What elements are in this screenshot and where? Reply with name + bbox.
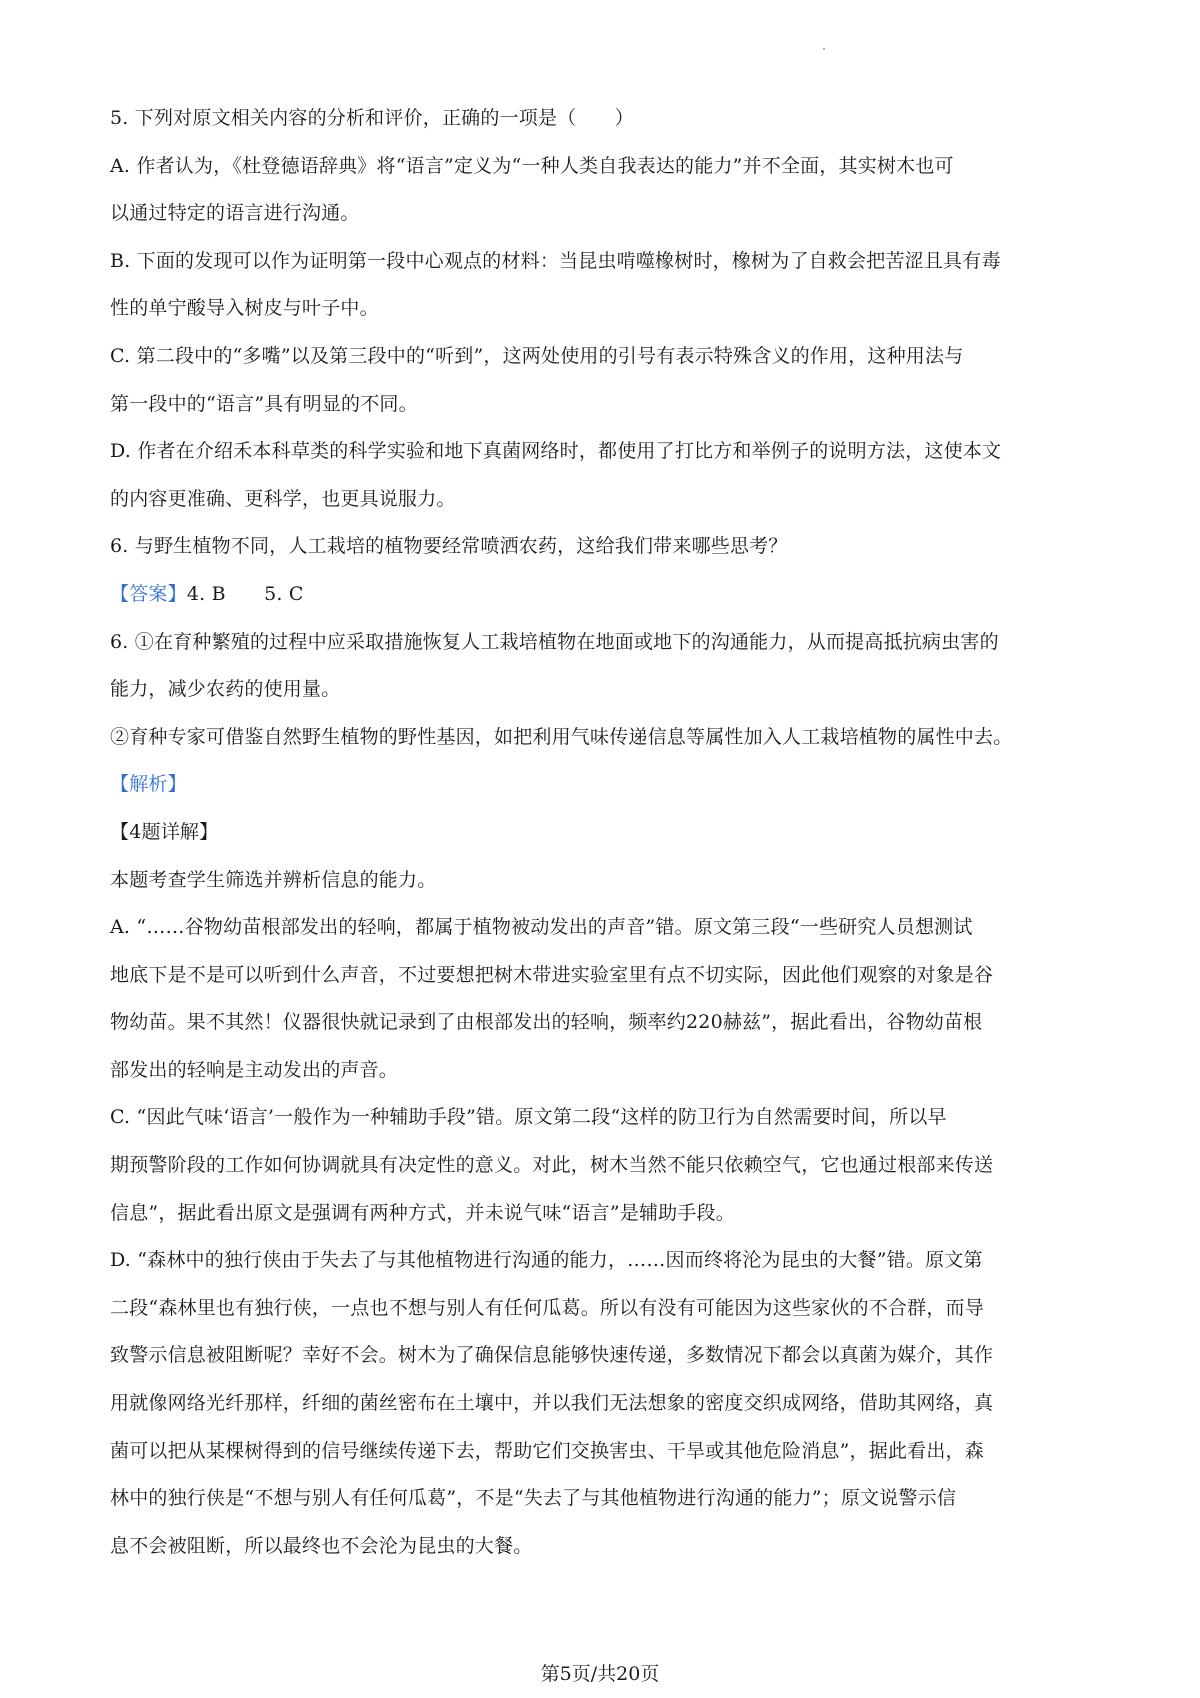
detail-line: 用就像网络光纤那样，纤细的菌丝密布在土壤中，并以我们无法想象的密度交织成网络，借助其网络，真 xyxy=(110,1392,994,1415)
detail-line: 期预警阶段的工作如何协调就具有决定性的意义。对此，树木当然不能只依赖空气，它也通过根部来传送 xyxy=(110,1154,994,1177)
question-5-option-b-cont: 性的单宁酸导入树皮与叶子中。 xyxy=(110,297,379,320)
detail-line: C. “因此气味‘语言’一般作为一种辅助手段”错。原文第二段“这样的防卫行为自然需要时间，所以早 xyxy=(110,1106,947,1129)
answer-6-line-3: ②育种专家可借鉴自然野生植物的野性基因，如把利用气味传递信息等属性加入人工栽培植物的属性中去。 xyxy=(110,725,1013,748)
detail-line: 地底下是不是可以听到什么声音，不过要想把树木带进实验室里有点不切实际，因此他们观察的对象是谷 xyxy=(110,963,994,986)
detail-line: 二段“森林里也有独行侠，一点也不想与别人有任何瓜葛。所以有没有可能因为这些家伙的不合群，而导 xyxy=(110,1296,984,1319)
detail-line: 致警示信息被阻断呢？幸好不会。树木为了确保信息能够快速传递，多数情况下都会以真菌为媒介，其作 xyxy=(110,1344,994,1367)
detail-heading: 【4题详解】 xyxy=(110,820,219,843)
question-5-option-c: C. 第二段中的“多嘴”以及第三段中的“听到”，这两处使用的引号有表示特殊含义的作用，这种用法与 xyxy=(110,344,964,367)
question-5-option-a-cont: 以通过特定的语言进行沟通。 xyxy=(110,202,360,225)
question-5-stem: 5. 下列对原文相关内容的分析和评价，正确的一项是（ ） xyxy=(110,107,634,129)
detail-line: 部发出的轻响是主动发出的声音。 xyxy=(110,1058,399,1081)
page-content xyxy=(110,95,1100,1570)
detail-line: A. “……谷物幼苗根部发出的轻响，都属于植物被动发出的声音”错。原文第三段“一些研究人员想测试 xyxy=(110,916,973,939)
question-5-option-a: A. 作者认为，《杜登德语辞典》将“语言”定义为“一种人类自我表达的能力”并不全面，其实树木也可 xyxy=(110,154,954,177)
detail-line: 菌可以把从某棵树得到的信号继续传递下去，帮助它们交换害虫、干旱或其他危险消息”，据此看出，森 xyxy=(110,1439,984,1462)
question-5-option-c-cont: 第一段中的“语言”具有明显的不同。 xyxy=(110,392,418,415)
detail-line: 息不会被阻断，所以最终也不会沦为昆虫的大餐。 xyxy=(110,1534,533,1557)
detail-line: 物幼苗。果不其然！仪器很快就记录到了由根部发出的轻响，频率约220赫兹”，据此看出，谷物幼苗根 xyxy=(110,1011,983,1034)
page-number-footer: 第5页/共20页 xyxy=(540,1663,660,1685)
question-5-option-d-cont: 的内容更准确、更科学，也更具说服力。 xyxy=(110,487,456,510)
detail-line: 信息”，据此看出原文是强调有两种方式，并未说气味“语言”是辅助手段。 xyxy=(110,1201,735,1224)
detail-line: D. “森林中的独行侠由于失去了与其他植物进行沟通的能力，……因而终将沦为昆虫的大餐”错。原文第 xyxy=(110,1249,983,1272)
answer-6-line-2: 能力，减少农药的使用量。 xyxy=(110,678,341,701)
analysis-label: 【解析】 xyxy=(110,773,187,796)
question-5-option-b: B. 下面的发现可以作为证明第一段中心观点的材料：当昆虫啃噬橡树时，橡树为了自救会把苦涩且具有毒 xyxy=(110,249,1001,272)
answer-text: 4. B 5. C xyxy=(186,582,304,605)
scan-dot xyxy=(823,48,825,50)
question-5-option-d: D. 作者在介绍禾本科草类的科学实验和地下真菌网络时，都使用了打比方和举例子的说明方法，这使本文 xyxy=(110,440,1002,463)
question-6-stem: 6. 与野生植物不同，人工栽培的植物要经常喷洒农药，这给我们带来哪些思考？ xyxy=(110,535,788,558)
detail-line: 林中的独行侠是“不想与别人有任何瓜葛”，不是“失去了与其他植物进行沟通的能力”；原文说警示信 xyxy=(110,1487,957,1510)
detail-line: 本题考查学生筛选并辨析信息的能力。 xyxy=(110,868,437,891)
answer-line xyxy=(110,571,1100,619)
answer-label: 【答案】 xyxy=(110,582,187,605)
answer-6-line-1: 6. ①在育种繁殖的过程中应采取措施恢复人工栽培植物在地面或地下的沟通能力，从而提高抵抗病虫害的 xyxy=(110,630,999,653)
